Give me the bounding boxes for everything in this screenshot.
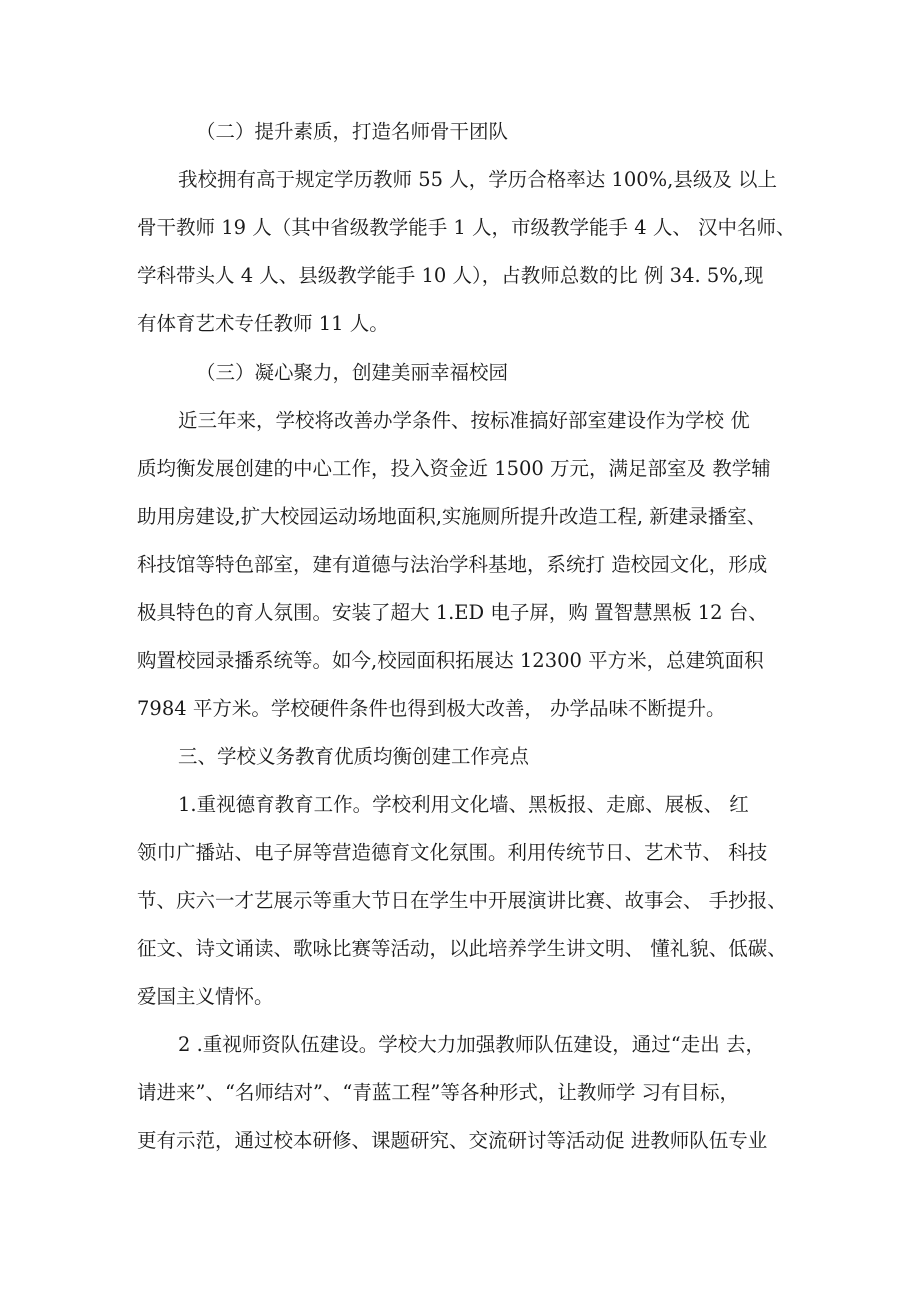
paragraph-line: 征文、诗文诵读、歌咏比赛等活动，以此培养学生讲文明、 懂礼貌、低碳、 [137,937,787,960]
paragraph-line: 购置校园录播系统等。如今,校园面积拓展达 12300 平方米，总建筑面积 [137,649,764,672]
paragraph-line: 科技馆等特色部室，建有道德与法治学科基地，系统打 造校园文化，形成 [137,553,768,576]
paragraph-line: 极具特色的育人氛围。安装了超大 1.ED 电子屏，购 置智慧黑板 12 台、 [137,601,768,624]
section-heading-highlights: 三、学校义务教育优质均衡创建工作亮点 [178,745,530,768]
paragraph-line: 领巾广播站、电子屏等营造德育文化氛围。利用传统节日、艺术节、 科技 [137,841,768,864]
paragraph-line: 节、庆六一才艺展示等重大节日在学生中开展演讲比赛、故事会、 手抄报、 [137,889,787,912]
paragraph-line: 有体育艺术专任教师 11 人。 [137,312,389,335]
paragraph-line: 助用房建设,扩大校园运动场地面积,实施厕所提升改造工程, 新建录播室、 [137,505,767,528]
paragraph-line: 2 .重视师资队伍建设。学校大力加强教师队伍建设，通过“走出 去， [178,1033,765,1056]
paragraph-line: 7984 平方米。学校硬件条件也得到极大改善， 办学品味不断提升。 [137,697,726,720]
paragraph-line: 近三年来，学校将改善办学条件、按标准搞好部室建设作为学校 优 [178,409,750,432]
paragraph-line: 爱国主义情怀。 [137,985,274,1008]
paragraph-line: 我校拥有高于规定学历教师 55 人，学历合格率达 100%,县级及 以上 [178,168,778,191]
paragraph-line: 更有示范，通过校本研修、课题研究、交流研讨等活动促 进教师队伍专业 [137,1129,768,1152]
paragraph-line: 请进来”、“名师结对”、“青蓝工程”等各种形式，让教师学 习有目标， [137,1081,740,1104]
paragraph-line: 质均衡发展创建的中心工作，投入资金近 1500 万元，满足部室及 教学辅 [137,457,771,480]
paragraph-line: 学科带头人 4 人、县级教学能手 10 人），占教师总数的比 例 34. 5%,现 [137,264,764,287]
section-heading-campus: （三）凝心聚力，创建美丽幸福校园 [196,361,509,384]
paragraph-line: 骨干教师 19 人（其中省级教学能手 1 人，市级教学能手 4 人、 汉中名师、 [137,216,796,239]
paragraph-line: 1.重视德育教育工作。学校利用文化墙、黑板报、走廊、展板、 红 [178,793,749,816]
section-heading-improve-quality: （二）提升素质，打造名师骨干团队 [196,120,509,143]
